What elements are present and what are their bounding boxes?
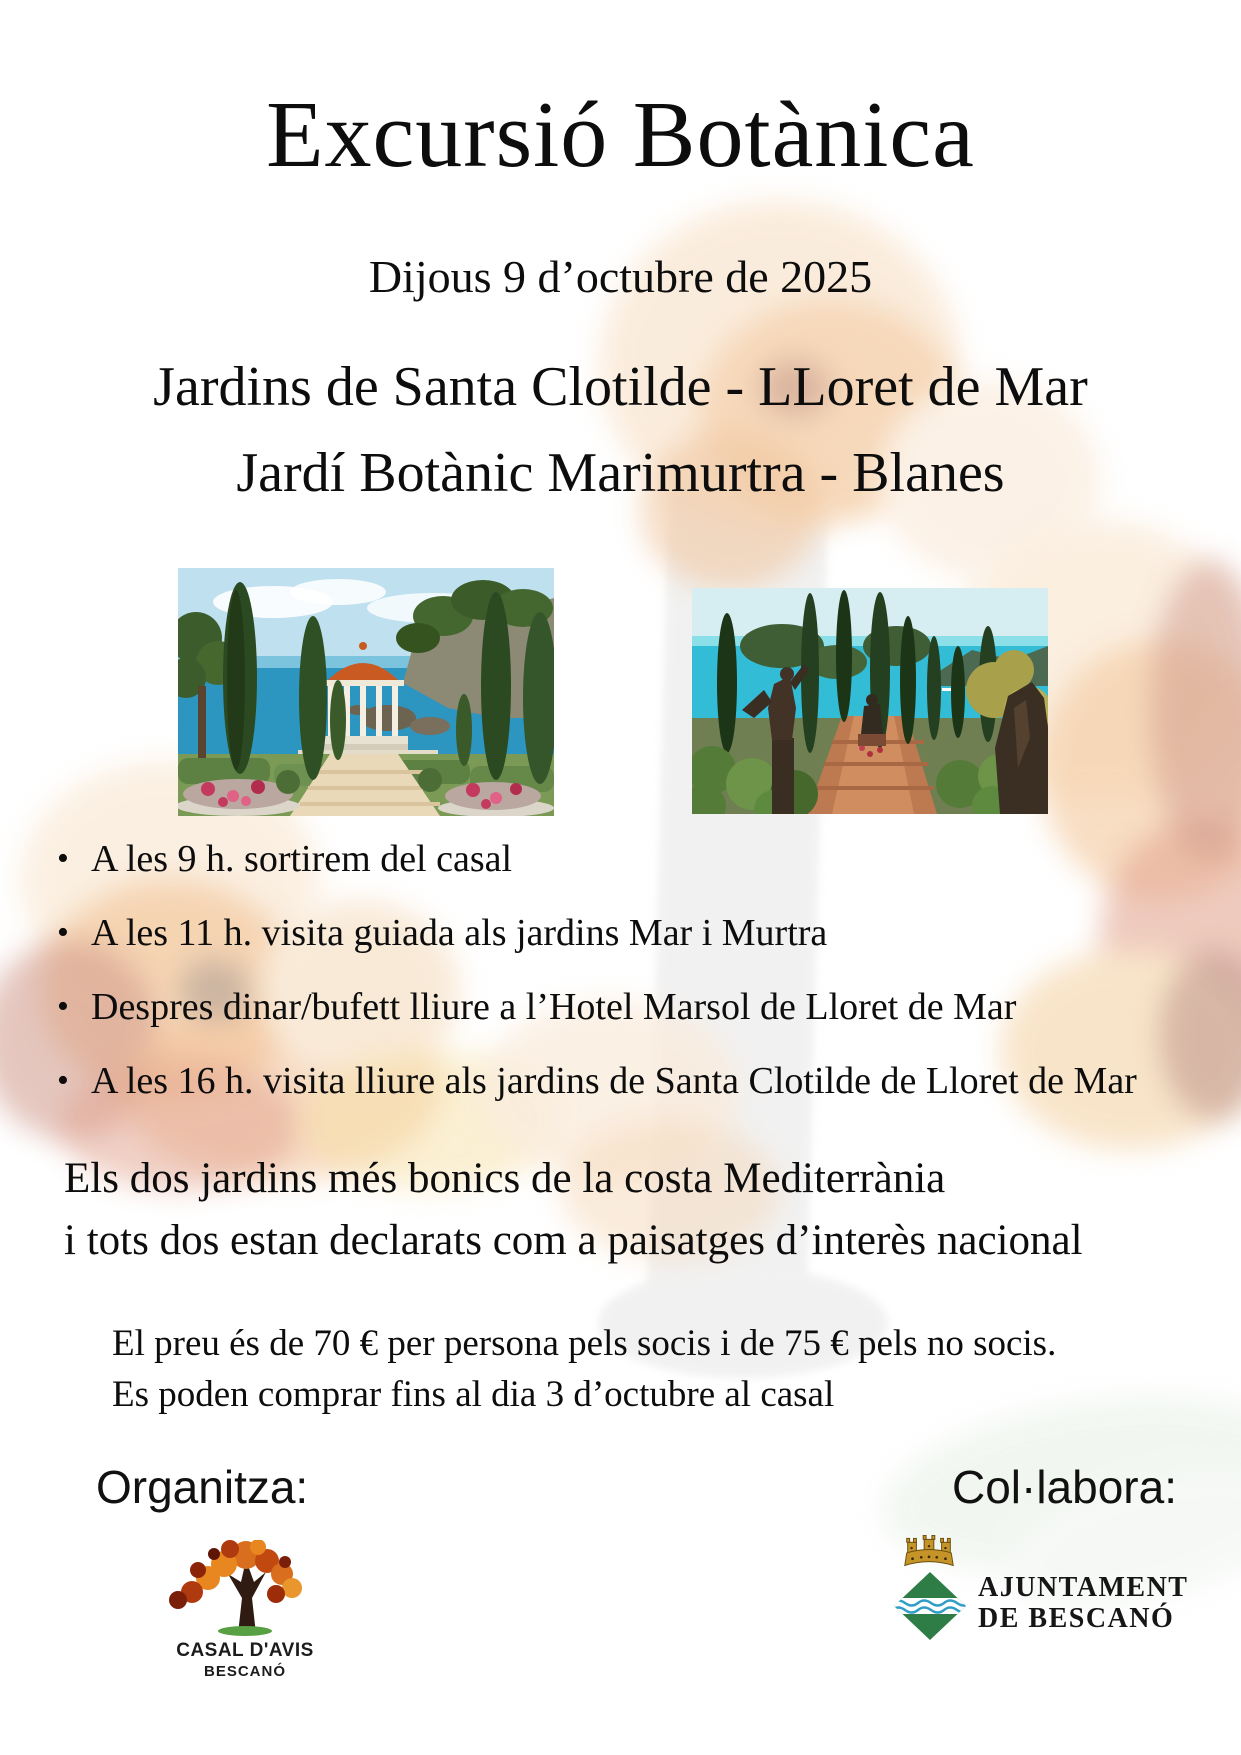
- highlight-text: [64, 1148, 1234, 1272]
- itinerary-item: [55, 984, 1235, 1030]
- autumn-tree-icon: [164, 1540, 326, 1636]
- ajuntament-line-2: DE BESCANÓ: [978, 1603, 1175, 1634]
- collaborator-label: Col·labora:: [952, 1461, 1177, 1513]
- itinerary-item-text: Despres dinar/bufett lliure a l’Hotel Marsol de Lloret de Mar: [91, 986, 1017, 1028]
- casal-davis-logo: [150, 1540, 340, 1680]
- destination-line-2: Jardí Botànic Marimurtra - Blanes: [236, 442, 1005, 504]
- pricing-line-2: Es poden comprar fins al dia 3 d’octubre al casal: [112, 1374, 835, 1415]
- destination-line-1: Jardins de Santa Clotilde - LLoret de Mar: [153, 356, 1088, 418]
- pricing-line-1: El preu és de 70 € per persona pels socis i de 75 € pels no socis.: [112, 1323, 1057, 1364]
- destinations-heading: [0, 344, 1241, 516]
- highlight-line-1: Els dos jardins més bonics de la costa Mediterrània: [64, 1155, 946, 1202]
- casal-logo-subtitle: BESCANÓ: [203, 1663, 286, 1680]
- jardins-de-santa-clotilde-photo: [178, 568, 554, 816]
- garden-statues-sea-illustration: [692, 588, 1048, 814]
- page-title: Excursió Botànica: [266, 83, 975, 187]
- jardi-botanic-marimurtra-photo: [692, 588, 1048, 814]
- itinerary-item-text: A les 11 h. visita guiada als jardins Mar i Murtra: [91, 912, 828, 954]
- itinerary-item: [55, 910, 1235, 956]
- itinerary-item: [55, 836, 1235, 882]
- itinerary-list: [55, 836, 1235, 1132]
- organizer-label: Organitza:: [96, 1461, 309, 1513]
- pricing-text: [112, 1318, 1212, 1420]
- bescano-coat-of-arms-icon: [892, 1570, 968, 1642]
- casal-logo-title: CASAL D'AVIS: [176, 1640, 314, 1661]
- highlight-line-2: i tots dos estan declarats com a paisatges d’interès nacional: [64, 1217, 1083, 1264]
- crown-icon: [898, 1534, 960, 1568]
- ajuntament-logo-text: [978, 1572, 1188, 1634]
- itinerary-item-text: A les 16 h. visita lliure als jardins de Santa Clotilde de Lloret de Mar: [91, 1060, 1137, 1102]
- event-date: Dijous 9 d’octubre de 2025: [368, 251, 873, 302]
- itinerary-item: [55, 1058, 1235, 1104]
- itinerary-item-text: A les 9 h. sortirem del casal: [91, 838, 513, 880]
- ajuntament-line-1: AJUNTAMENT: [978, 1572, 1189, 1603]
- garden-gazebo-sea-illustration: [178, 568, 554, 816]
